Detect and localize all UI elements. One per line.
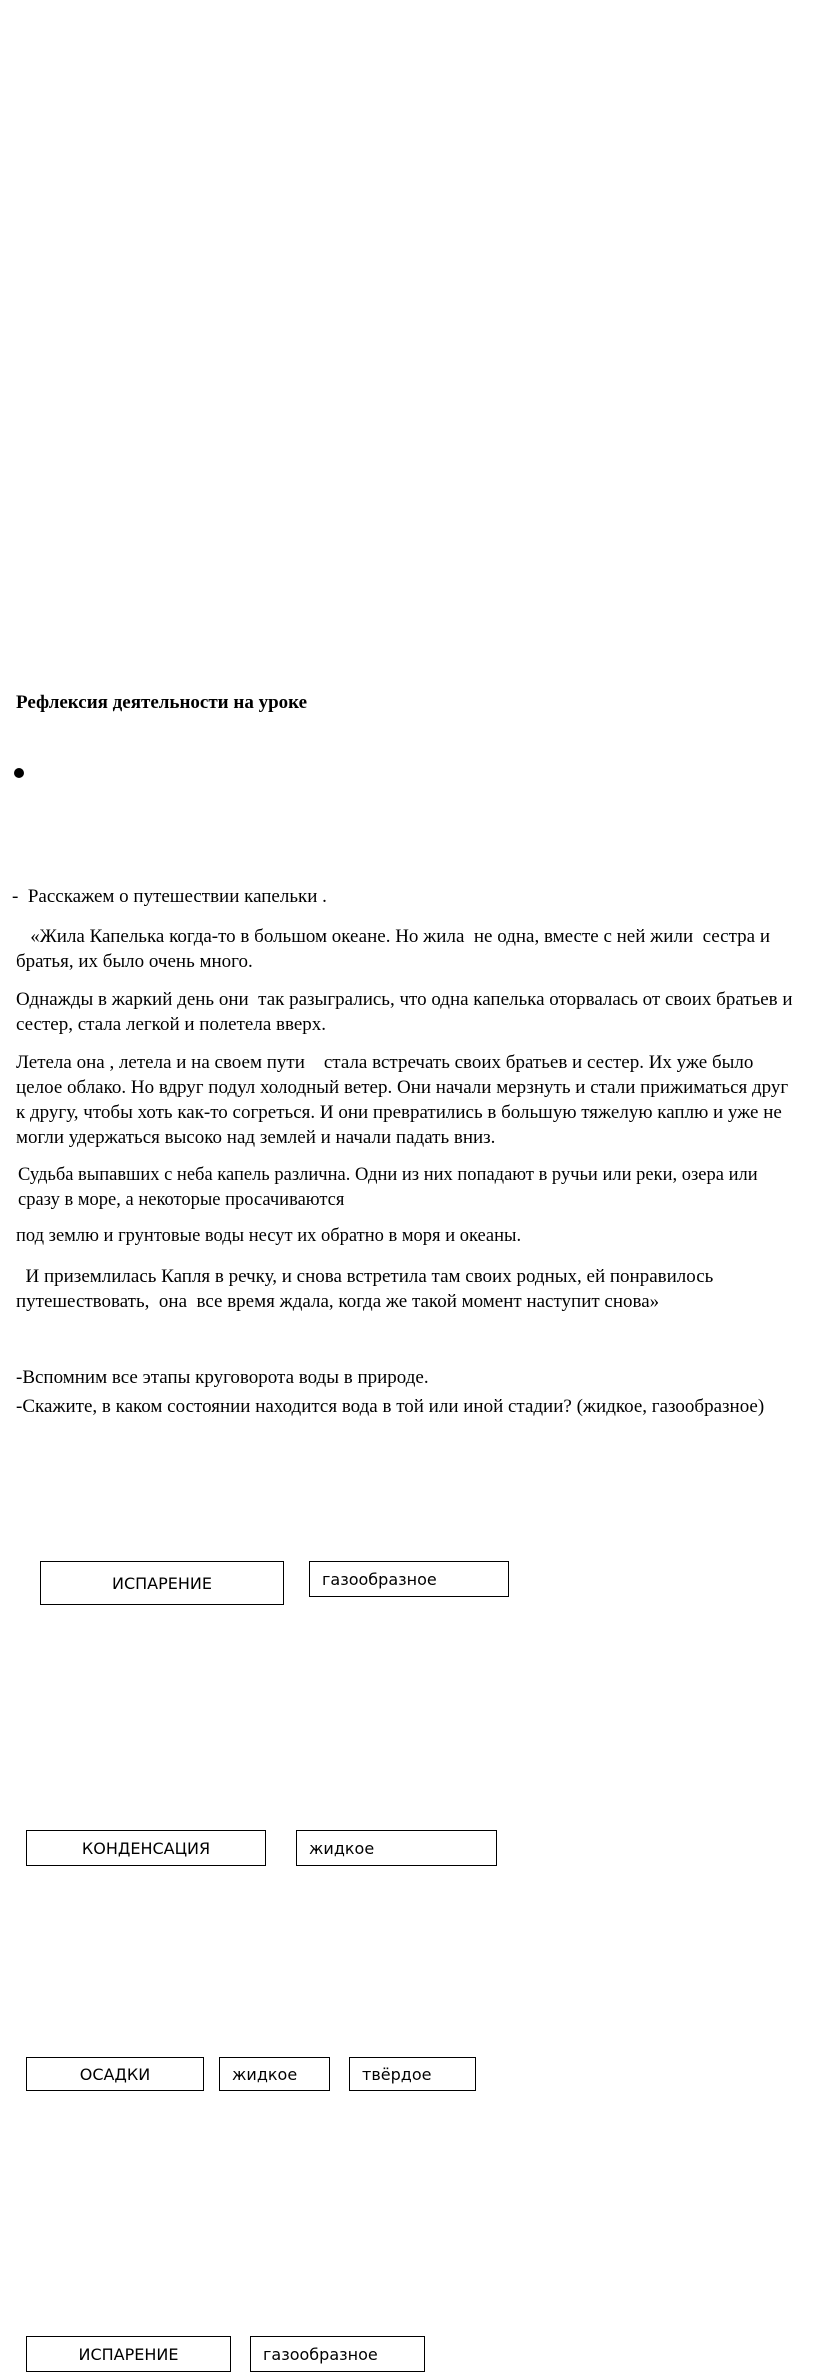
card-stage-evaporation: [40, 1561, 284, 1605]
bullet-icon: [14, 768, 24, 778]
card-label: твёрдое: [362, 2064, 432, 2084]
card-label: КОНДЕНСАЦИЯ: [81, 1838, 211, 1858]
section-heading: Рефлексия деятельности на уроке: [16, 692, 308, 713]
recall-question: -Вспомним все этапы круговорота воды в природе.: [16, 1367, 429, 1388]
card-state-gaseous: [309, 1561, 509, 1597]
card-label: ИСПАРЕНИЕ: [78, 2344, 179, 2364]
story-paragraph-1: «Жила Капелька когда-то в большом океане. Но жила не одна, вместе с ней жили сестра и братья, их было очень много.: [16, 926, 775, 972]
intro-text: - Расскажем о путешествии капельки .: [12, 886, 327, 907]
card-state-solid: [349, 2057, 476, 2091]
card-label: ОСАДКИ: [79, 2064, 151, 2084]
cut-off-text: -Скажите, в каком состоянии находится вода в той или иной стадии? (жидкое, газообразное): [16, 1396, 765, 1417]
card-state-liquid: [296, 1830, 497, 1866]
card-label: ИСПАРЕНИЕ: [112, 1573, 212, 1593]
card-stage-evaporation: [26, 2336, 231, 2372]
story-paragraph-5: под землю и грунтовые воды несут их обратно в моря и океаны.: [16, 1226, 522, 1246]
card-label: газообразное: [263, 2344, 378, 2364]
story-paragraph-2: Однажды в жаркий день они так разыгрались, что одна капелька оторвалась от своих братьев и сестер, стала легкой и полетела вверх.: [16, 989, 798, 1035]
cut-off-text-line: [16, 1396, 800, 1418]
card-label: газообразное: [322, 1569, 437, 1589]
card-stage-condensation: [26, 1830, 266, 1866]
card-label: жидкое: [232, 2064, 298, 2084]
story-paragraph-3: Летела она , летела и на своем пути стала встречать своих братьев и сестер. Их уже было целое облако. Но вдруг подул холодный ветер. Они начали мерзнуть и стали прижиматься друг к другу, чтобы хоть как-то согреться. И они превратились в большую тяжелую каплю и уже не могли удержаться высоко над землей и начали падать вниз.: [16, 1052, 793, 1148]
card-state-liquid: [219, 2057, 330, 2091]
card-stage-precipitation: [26, 2057, 204, 2091]
card-state-gaseous: [250, 2336, 425, 2372]
story-paragraph-4: Судьба выпавших с неба капель различна. Одни из них попадают в ручьи или реки, озера или сразу в море, а некоторые просачиваются: [18, 1165, 763, 1210]
story-paragraph-6: И приземлилась Капля в речку, и снова встретила там своих родных, ей понравилось путешествовать, она все время ждала, когда же такой момент наступит снова»: [16, 1266, 719, 1312]
card-label: жидкое: [309, 1838, 375, 1858]
